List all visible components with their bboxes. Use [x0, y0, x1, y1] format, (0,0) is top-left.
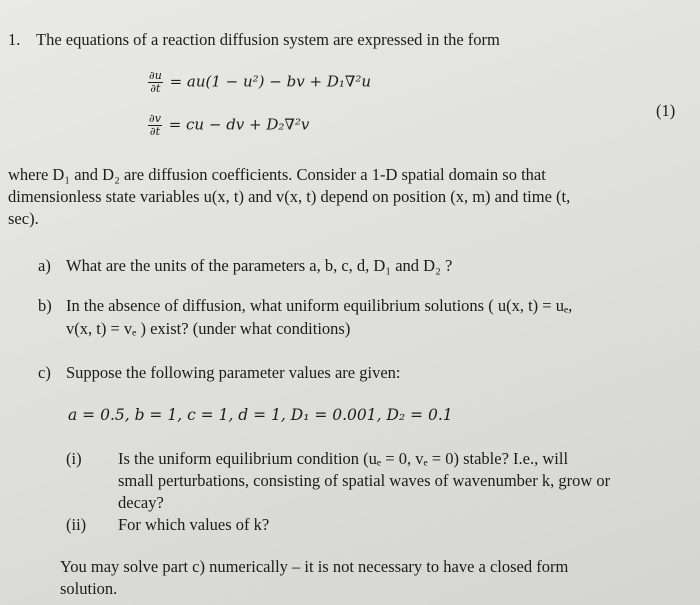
part-b-label: b): [38, 296, 52, 315]
where-line-2: dimensionless state variables u(x, t) and v(x, t) depend on position (x, m) and time (t,: [8, 187, 571, 206]
part-b-line-1: In the absence of diffusion, what uniform equilibrium solutions ( u(x, t) = uₑ,: [66, 296, 573, 315]
part-a-label: a): [38, 256, 51, 275]
equation-1-numerator: ∂u: [149, 69, 162, 82]
equation-2: [148, 113, 309, 138]
note-line-1: You may solve part c) numerically – it is not necessary to have a closed form: [60, 557, 569, 576]
where-line-3: sec).: [8, 209, 39, 228]
subpart-i-line-1: Is the uniform equilibrium condition (uₑ = 0, vₑ = 0) stable? I.e., will: [118, 449, 569, 468]
subpart-i-line-3: decay?: [118, 493, 164, 512]
equation-2-numerator: ∂v: [149, 112, 161, 125]
equation-2-denominator: ∂t: [149, 125, 160, 138]
part-b-line-2: v(x, t) = vₑ ) exist? (under what conditions): [66, 319, 351, 338]
where-line-1: where D₁ and D₂ are diffusion coefficients. Consider a 1-D spatial domain so that: [8, 165, 546, 184]
equation-1-rhs: = au(1 − u²) − bv + D₁∇²u: [169, 72, 372, 91]
subpart-i-label: (i): [66, 449, 82, 468]
equation-2-rhs: = cu − dv + D₂∇²v: [168, 115, 310, 134]
subpart-i-line-2: small perturbations, consisting of spatial waves of wavenumber k, grow or: [118, 471, 611, 490]
equation-2-fraction: [148, 113, 162, 138]
equation-label: (1): [656, 101, 676, 120]
part-c-text: Suppose the following parameter values are given:: [66, 363, 401, 382]
subpart-ii-text: For which values of k?: [118, 515, 270, 534]
question-intro: The equations of a reaction diffusion system are expressed in the form: [36, 30, 500, 49]
part-a-text: What are the units of the parameters a, b, c, d, D₁ and D₂ ?: [66, 256, 453, 275]
part-c-label: c): [38, 363, 51, 382]
parameter-values: a = 0.5, b = 1, c = 1, d = 1, D₁ = 0.001, D₂ = 0.1: [68, 406, 453, 424]
question-number: 1.: [8, 30, 21, 49]
subpart-ii-label: (ii): [66, 515, 87, 534]
note-line-2: solution.: [60, 579, 118, 598]
equation-1-denominator: ∂t: [150, 82, 161, 95]
equation-1: [148, 70, 371, 95]
equation-1-fraction: [148, 70, 163, 95]
